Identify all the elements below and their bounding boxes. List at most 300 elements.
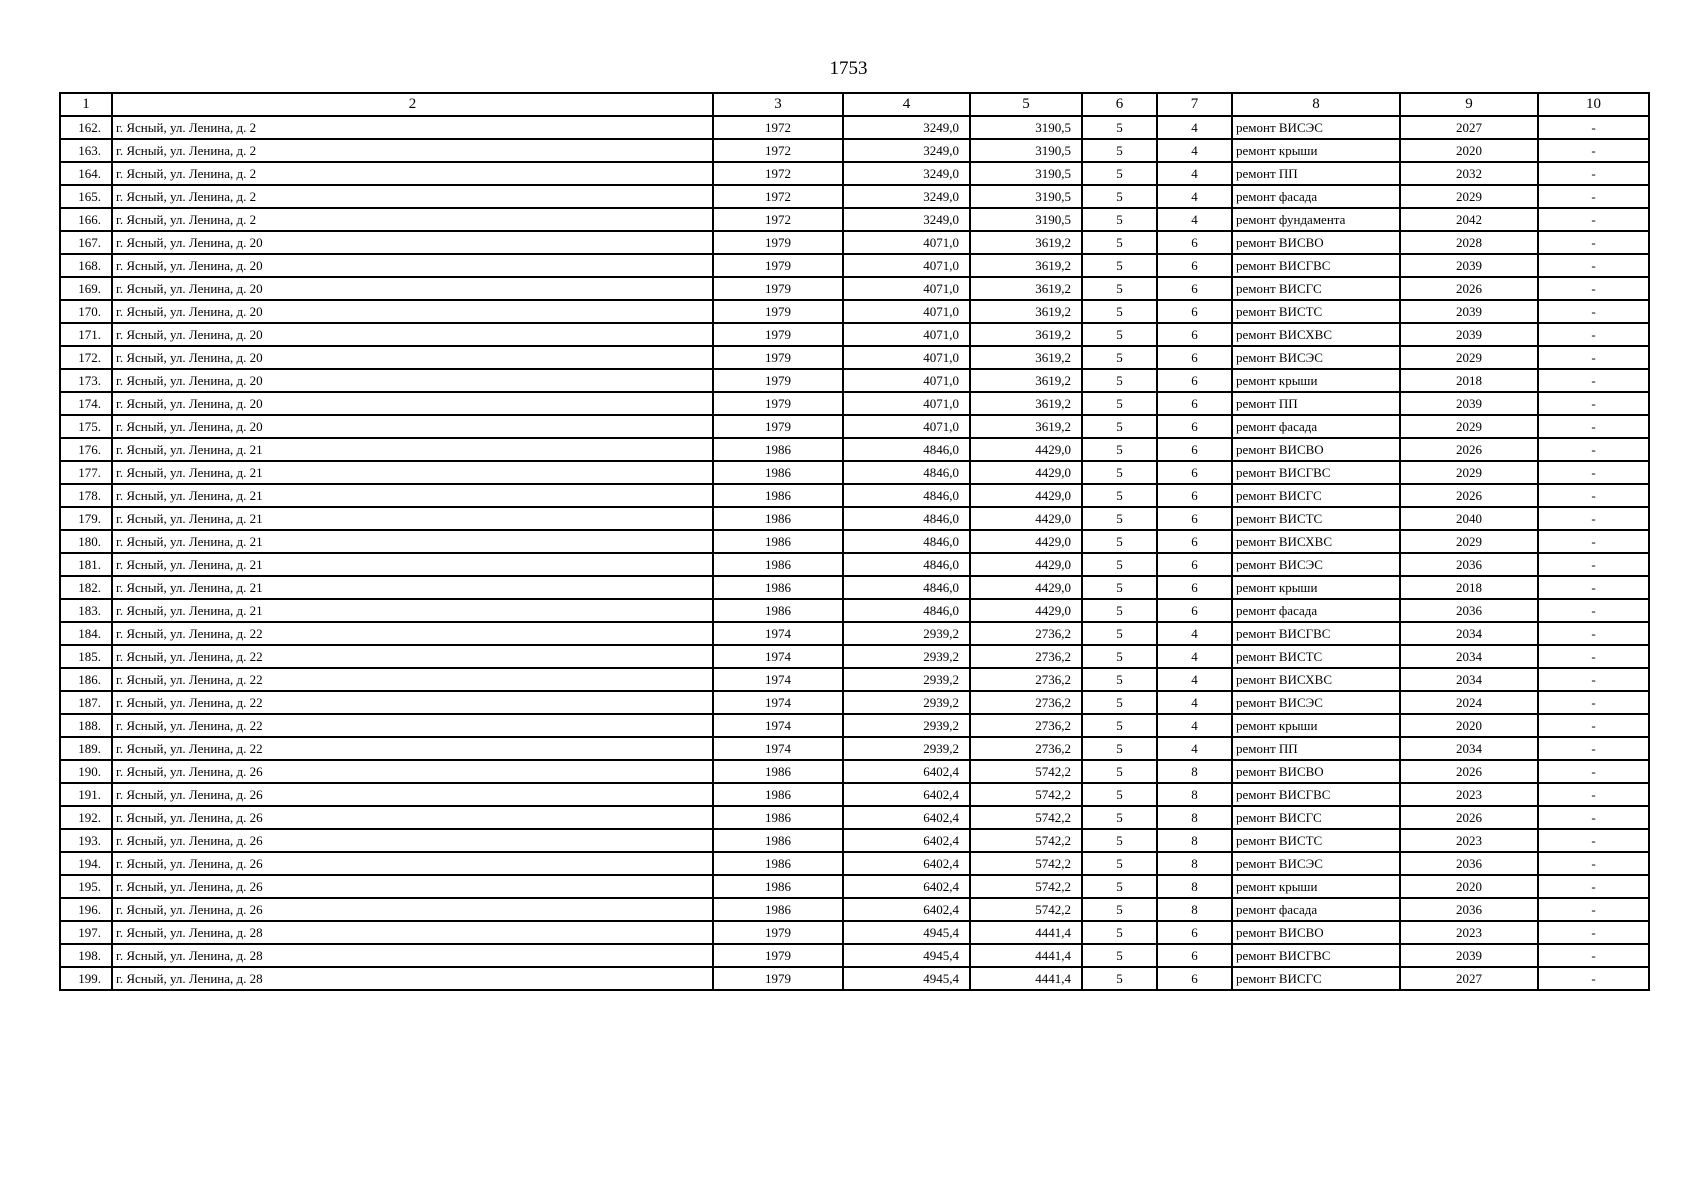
cell-row-number: 179.: [60, 507, 112, 530]
cell-row-number: 192.: [60, 806, 112, 829]
cell-row-number: 173.: [60, 369, 112, 392]
cell-floors: 5: [1082, 553, 1157, 576]
cell-planned-year: 2029: [1400, 346, 1538, 369]
cell-row-number: 163.: [60, 139, 112, 162]
cell-living-area: 4429,0: [970, 507, 1082, 530]
cell-work-type: ремонт ВИСГВС: [1232, 622, 1400, 645]
cell-note: -: [1538, 898, 1649, 921]
cell-planned-year: 2023: [1400, 783, 1538, 806]
cell-row-number: 169.: [60, 277, 112, 300]
cell-address: г. Ясный, ул. Ленина, д. 28: [112, 967, 713, 990]
cell-build-year: 1986: [713, 438, 843, 461]
cell-work-type: ремонт ВИСХВС: [1232, 323, 1400, 346]
cell-total-area: 4846,0: [843, 530, 970, 553]
table-row: [60, 369, 1649, 392]
cell-row-number: 174.: [60, 392, 112, 415]
cell-build-year: 1986: [713, 484, 843, 507]
cell-living-area: 3619,2: [970, 369, 1082, 392]
cell-living-area: 3619,2: [970, 415, 1082, 438]
cell-living-area: 3619,2: [970, 254, 1082, 277]
table-row: [60, 208, 1649, 231]
cell-note: -: [1538, 806, 1649, 829]
cell-build-year: 1986: [713, 783, 843, 806]
cell-total-area: 2939,2: [843, 645, 970, 668]
cell-floors: 5: [1082, 162, 1157, 185]
table-row: [60, 829, 1649, 852]
cell-build-year: 1979: [713, 944, 843, 967]
cell-total-area: 4071,0: [843, 254, 970, 277]
cell-total-area: 4846,0: [843, 553, 970, 576]
cell-address: г. Ясный, ул. Ленина, д. 21: [112, 599, 713, 622]
column-header-5: 5: [970, 93, 1082, 116]
cell-total-area: 6402,4: [843, 760, 970, 783]
cell-total-area: 2939,2: [843, 737, 970, 760]
cell-living-area: 2736,2: [970, 737, 1082, 760]
column-header-4: 4: [843, 93, 970, 116]
table-row: [60, 875, 1649, 898]
table-row: [60, 139, 1649, 162]
cell-work-type: ремонт ВИСТС: [1232, 300, 1400, 323]
cell-build-year: 1979: [713, 415, 843, 438]
table-row: [60, 392, 1649, 415]
cell-row-number: 199.: [60, 967, 112, 990]
cell-build-year: 1979: [713, 392, 843, 415]
cell-work-type: ремонт крыши: [1232, 576, 1400, 599]
cell-row-number: 185.: [60, 645, 112, 668]
cell-build-year: 1986: [713, 875, 843, 898]
cell-address: г. Ясный, ул. Ленина, д. 2: [112, 116, 713, 139]
table-row: [60, 898, 1649, 921]
cell-address: г. Ясный, ул. Ленина, д. 26: [112, 783, 713, 806]
cell-total-area: 4071,0: [843, 369, 970, 392]
cell-address: г. Ясный, ул. Ленина, д. 2: [112, 139, 713, 162]
cell-work-type: ремонт ВИСГС: [1232, 277, 1400, 300]
cell-floors: 5: [1082, 967, 1157, 990]
cell-entrances: 8: [1157, 783, 1232, 806]
cell-build-year: 1979: [713, 231, 843, 254]
cell-work-type: ремонт ВИСЭС: [1232, 116, 1400, 139]
cell-floors: 5: [1082, 392, 1157, 415]
cell-work-type: ремонт ВИСХВС: [1232, 530, 1400, 553]
cell-floors: 5: [1082, 691, 1157, 714]
cell-address: г. Ясный, ул. Ленина, д. 20: [112, 323, 713, 346]
column-header-8: 8: [1232, 93, 1400, 116]
cell-note: -: [1538, 231, 1649, 254]
cell-row-number: 172.: [60, 346, 112, 369]
cell-note: -: [1538, 438, 1649, 461]
cell-address: г. Ясный, ул. Ленина, д. 21: [112, 576, 713, 599]
cell-address: г. Ясный, ул. Ленина, д. 20: [112, 392, 713, 415]
cell-note: -: [1538, 599, 1649, 622]
cell-living-area: 4441,4: [970, 967, 1082, 990]
cell-row-number: 175.: [60, 415, 112, 438]
table-row: [60, 254, 1649, 277]
cell-planned-year: 2039: [1400, 392, 1538, 415]
cell-living-area: 4429,0: [970, 438, 1082, 461]
cell-build-year: 1979: [713, 921, 843, 944]
cell-planned-year: 2034: [1400, 737, 1538, 760]
cell-address: г. Ясный, ул. Ленина, д. 2: [112, 185, 713, 208]
cell-work-type: ремонт крыши: [1232, 714, 1400, 737]
cell-planned-year: 2040: [1400, 507, 1538, 530]
cell-work-type: ремонт ВИСГВС: [1232, 944, 1400, 967]
cell-living-area: 4429,0: [970, 599, 1082, 622]
cell-build-year: 1979: [713, 967, 843, 990]
table-row: [60, 185, 1649, 208]
table-row: [60, 438, 1649, 461]
cell-total-area: 3249,0: [843, 162, 970, 185]
cell-build-year: 1986: [713, 461, 843, 484]
cell-address: г. Ясный, ул. Ленина, д. 20: [112, 277, 713, 300]
cell-total-area: 3249,0: [843, 139, 970, 162]
cell-entrances: 6: [1157, 507, 1232, 530]
cell-work-type: ремонт ВИСГС: [1232, 484, 1400, 507]
cell-entrances: 6: [1157, 300, 1232, 323]
cell-address: г. Ясный, ул. Ленина, д. 22: [112, 737, 713, 760]
cell-planned-year: 2028: [1400, 231, 1538, 254]
table-row: [60, 714, 1649, 737]
cell-total-area: 4846,0: [843, 576, 970, 599]
cell-address: г. Ясный, ул. Ленина, д. 20: [112, 369, 713, 392]
cell-living-area: 5742,2: [970, 852, 1082, 875]
cell-total-area: 6402,4: [843, 875, 970, 898]
cell-entrances: 4: [1157, 139, 1232, 162]
cell-living-area: 5742,2: [970, 829, 1082, 852]
cell-address: г. Ясный, ул. Ленина, д. 22: [112, 622, 713, 645]
cell-note: -: [1538, 139, 1649, 162]
cell-living-area: 3619,2: [970, 323, 1082, 346]
cell-row-number: 181.: [60, 553, 112, 576]
cell-row-number: 180.: [60, 530, 112, 553]
cell-planned-year: 2036: [1400, 898, 1538, 921]
cell-build-year: 1974: [713, 714, 843, 737]
cell-living-area: 5742,2: [970, 898, 1082, 921]
cell-row-number: 189.: [60, 737, 112, 760]
cell-living-area: 4429,0: [970, 461, 1082, 484]
cell-total-area: 4071,0: [843, 231, 970, 254]
cell-living-area: 3190,5: [970, 116, 1082, 139]
cell-floors: 5: [1082, 461, 1157, 484]
cell-note: -: [1538, 967, 1649, 990]
cell-work-type: ремонт ПП: [1232, 737, 1400, 760]
cell-total-area: 4071,0: [843, 277, 970, 300]
cell-entrances: 4: [1157, 645, 1232, 668]
cell-work-type: ремонт крыши: [1232, 369, 1400, 392]
cell-entrances: 8: [1157, 875, 1232, 898]
cell-note: -: [1538, 645, 1649, 668]
cell-note: -: [1538, 576, 1649, 599]
cell-planned-year: 2026: [1400, 484, 1538, 507]
cell-planned-year: 2039: [1400, 323, 1538, 346]
cell-row-number: 165.: [60, 185, 112, 208]
cell-work-type: ремонт ВИСТС: [1232, 507, 1400, 530]
cell-build-year: 1986: [713, 760, 843, 783]
cell-total-area: 4846,0: [843, 438, 970, 461]
cell-floors: 5: [1082, 484, 1157, 507]
cell-entrances: 4: [1157, 737, 1232, 760]
cell-work-type: ремонт фундамента: [1232, 208, 1400, 231]
cell-planned-year: 2023: [1400, 829, 1538, 852]
cell-work-type: ремонт ВИСЭС: [1232, 346, 1400, 369]
cell-row-number: 183.: [60, 599, 112, 622]
cell-living-area: 3619,2: [970, 277, 1082, 300]
cell-total-area: 6402,4: [843, 898, 970, 921]
cell-row-number: 168.: [60, 254, 112, 277]
cell-row-number: 194.: [60, 852, 112, 875]
table-row: [60, 921, 1649, 944]
cell-floors: 5: [1082, 852, 1157, 875]
table-row: [60, 852, 1649, 875]
cell-note: -: [1538, 185, 1649, 208]
cell-build-year: 1972: [713, 116, 843, 139]
table-row: [60, 645, 1649, 668]
table-row: [60, 668, 1649, 691]
cell-address: г. Ясный, ул. Ленина, д. 21: [112, 461, 713, 484]
cell-total-area: 3249,0: [843, 208, 970, 231]
cell-floors: 5: [1082, 231, 1157, 254]
cell-planned-year: 2034: [1400, 645, 1538, 668]
cell-note: -: [1538, 829, 1649, 852]
cell-planned-year: 2036: [1400, 553, 1538, 576]
table-row: [60, 461, 1649, 484]
cell-planned-year: 2020: [1400, 139, 1538, 162]
cell-work-type: ремонт ВИСВО: [1232, 921, 1400, 944]
cell-floors: 5: [1082, 185, 1157, 208]
cell-floors: 5: [1082, 921, 1157, 944]
cell-entrances: 6: [1157, 392, 1232, 415]
cell-work-type: ремонт ВИСВО: [1232, 231, 1400, 254]
cell-build-year: 1979: [713, 300, 843, 323]
cell-note: -: [1538, 162, 1649, 185]
cell-row-number: 195.: [60, 875, 112, 898]
cell-planned-year: 2024: [1400, 691, 1538, 714]
cell-row-number: 178.: [60, 484, 112, 507]
cell-floors: 5: [1082, 208, 1157, 231]
cell-work-type: ремонт ВИСГВС: [1232, 783, 1400, 806]
cell-planned-year: 2020: [1400, 875, 1538, 898]
cell-note: -: [1538, 415, 1649, 438]
cell-build-year: 1974: [713, 691, 843, 714]
cell-row-number: 177.: [60, 461, 112, 484]
table-row: [60, 507, 1649, 530]
cell-planned-year: 2018: [1400, 369, 1538, 392]
cell-address: г. Ясный, ул. Ленина, д. 26: [112, 829, 713, 852]
cell-work-type: ремонт фасада: [1232, 599, 1400, 622]
cell-note: -: [1538, 691, 1649, 714]
cell-build-year: 1986: [713, 898, 843, 921]
cell-build-year: 1974: [713, 645, 843, 668]
cell-row-number: 166.: [60, 208, 112, 231]
table-row: [60, 116, 1649, 139]
cell-address: г. Ясный, ул. Ленина, д. 21: [112, 530, 713, 553]
cell-note: -: [1538, 461, 1649, 484]
cell-total-area: 4071,0: [843, 392, 970, 415]
cell-entrances: 6: [1157, 438, 1232, 461]
cell-total-area: 6402,4: [843, 852, 970, 875]
cell-floors: 5: [1082, 944, 1157, 967]
cell-total-area: 2939,2: [843, 714, 970, 737]
cell-row-number: 190.: [60, 760, 112, 783]
cell-living-area: 3190,5: [970, 185, 1082, 208]
column-header-1: 1: [60, 93, 112, 116]
cell-entrances: 6: [1157, 484, 1232, 507]
cell-note: -: [1538, 392, 1649, 415]
cell-entrances: 6: [1157, 346, 1232, 369]
cell-planned-year: 2026: [1400, 277, 1538, 300]
cell-total-area: 4846,0: [843, 484, 970, 507]
repair-schedule-table: [59, 92, 1650, 991]
table-row: [60, 944, 1649, 967]
cell-entrances: 8: [1157, 852, 1232, 875]
cell-work-type: ремонт ВИСЭС: [1232, 852, 1400, 875]
cell-row-number: 170.: [60, 300, 112, 323]
column-header-2: 2: [112, 93, 713, 116]
cell-floors: 5: [1082, 622, 1157, 645]
cell-work-type: ремонт ВИСГВС: [1232, 461, 1400, 484]
cell-row-number: 176.: [60, 438, 112, 461]
cell-total-area: 6402,4: [843, 829, 970, 852]
cell-note: -: [1538, 921, 1649, 944]
cell-note: -: [1538, 783, 1649, 806]
cell-entrances: 6: [1157, 415, 1232, 438]
header-row: [60, 93, 1649, 116]
cell-living-area: 5742,2: [970, 760, 1082, 783]
cell-note: -: [1538, 484, 1649, 507]
cell-entrances: 6: [1157, 323, 1232, 346]
cell-address: г. Ясный, ул. Ленина, д. 20: [112, 254, 713, 277]
cell-address: г. Ясный, ул. Ленина, д. 28: [112, 944, 713, 967]
cell-planned-year: 2026: [1400, 806, 1538, 829]
page-number: 1753: [829, 58, 868, 79]
cell-work-type: ремонт ВИСТС: [1232, 645, 1400, 668]
cell-note: -: [1538, 668, 1649, 691]
cell-planned-year: 2029: [1400, 185, 1538, 208]
cell-row-number: 197.: [60, 921, 112, 944]
cell-total-area: 2939,2: [843, 622, 970, 645]
table-row: [60, 760, 1649, 783]
cell-work-type: ремонт ВИСТС: [1232, 829, 1400, 852]
table-row: [60, 346, 1649, 369]
cell-build-year: 1972: [713, 208, 843, 231]
cell-floors: 5: [1082, 415, 1157, 438]
cell-entrances: 6: [1157, 921, 1232, 944]
column-header-9: 9: [1400, 93, 1538, 116]
cell-floors: 5: [1082, 760, 1157, 783]
table-row: [60, 484, 1649, 507]
cell-living-area: 3190,5: [970, 208, 1082, 231]
cell-floors: 5: [1082, 277, 1157, 300]
cell-note: -: [1538, 530, 1649, 553]
cell-entrances: 4: [1157, 208, 1232, 231]
cell-planned-year: 2042: [1400, 208, 1538, 231]
cell-planned-year: 2034: [1400, 668, 1538, 691]
cell-floors: 5: [1082, 829, 1157, 852]
table-row: [60, 599, 1649, 622]
cell-address: г. Ясный, ул. Ленина, д. 22: [112, 668, 713, 691]
cell-work-type: ремонт ВИСВО: [1232, 760, 1400, 783]
cell-note: -: [1538, 369, 1649, 392]
cell-living-area: 3190,5: [970, 139, 1082, 162]
cell-entrances: 6: [1157, 254, 1232, 277]
cell-planned-year: 2039: [1400, 944, 1538, 967]
cell-row-number: 171.: [60, 323, 112, 346]
cell-address: г. Ясный, ул. Ленина, д. 22: [112, 691, 713, 714]
cell-row-number: 187.: [60, 691, 112, 714]
cell-row-number: 191.: [60, 783, 112, 806]
cell-total-area: 3249,0: [843, 116, 970, 139]
cell-address: г. Ясный, ул. Ленина, д. 21: [112, 438, 713, 461]
cell-entrances: 6: [1157, 277, 1232, 300]
cell-work-type: ремонт фасада: [1232, 898, 1400, 921]
cell-floors: 5: [1082, 714, 1157, 737]
cell-build-year: 1986: [713, 530, 843, 553]
cell-build-year: 1979: [713, 277, 843, 300]
cell-floors: 5: [1082, 806, 1157, 829]
cell-note: -: [1538, 254, 1649, 277]
cell-build-year: 1986: [713, 829, 843, 852]
cell-living-area: 2736,2: [970, 645, 1082, 668]
cell-entrances: 6: [1157, 967, 1232, 990]
column-header-3: 3: [713, 93, 843, 116]
cell-build-year: 1986: [713, 553, 843, 576]
cell-row-number: 164.: [60, 162, 112, 185]
cell-work-type: ремонт ВИСГВС: [1232, 254, 1400, 277]
cell-address: г. Ясный, ул. Ленина, д. 21: [112, 507, 713, 530]
cell-entrances: 4: [1157, 668, 1232, 691]
cell-living-area: 2736,2: [970, 714, 1082, 737]
cell-address: г. Ясный, ул. Ленина, д. 20: [112, 231, 713, 254]
cell-note: -: [1538, 507, 1649, 530]
table-row: [60, 806, 1649, 829]
cell-build-year: 1986: [713, 806, 843, 829]
cell-note: -: [1538, 323, 1649, 346]
cell-planned-year: 2029: [1400, 461, 1538, 484]
cell-floors: 5: [1082, 530, 1157, 553]
cell-build-year: 1974: [713, 622, 843, 645]
cell-address: г. Ясный, ул. Ленина, д. 20: [112, 415, 713, 438]
cell-row-number: 188.: [60, 714, 112, 737]
cell-row-number: 198.: [60, 944, 112, 967]
cell-floors: 5: [1082, 576, 1157, 599]
cell-build-year: 1979: [713, 323, 843, 346]
cell-total-area: 4945,4: [843, 944, 970, 967]
cell-planned-year: 2036: [1400, 599, 1538, 622]
cell-work-type: ремонт крыши: [1232, 875, 1400, 898]
cell-work-type: ремонт ВИСГС: [1232, 806, 1400, 829]
cell-planned-year: 2039: [1400, 254, 1538, 277]
cell-note: -: [1538, 346, 1649, 369]
cell-floors: 5: [1082, 599, 1157, 622]
cell-living-area: 3619,2: [970, 346, 1082, 369]
cell-total-area: 4945,4: [843, 921, 970, 944]
cell-living-area: 2736,2: [970, 668, 1082, 691]
cell-planned-year: 2029: [1400, 415, 1538, 438]
cell-planned-year: 2039: [1400, 300, 1538, 323]
cell-build-year: 1979: [713, 254, 843, 277]
cell-row-number: 193.: [60, 829, 112, 852]
cell-floors: 5: [1082, 875, 1157, 898]
cell-total-area: 4846,0: [843, 599, 970, 622]
cell-floors: 5: [1082, 139, 1157, 162]
cell-address: г. Ясный, ул. Ленина, д. 26: [112, 806, 713, 829]
cell-address: г. Ясный, ул. Ленина, д. 26: [112, 898, 713, 921]
cell-address: г. Ясный, ул. Ленина, д. 2: [112, 162, 713, 185]
cell-floors: 5: [1082, 346, 1157, 369]
cell-planned-year: 2034: [1400, 622, 1538, 645]
cell-floors: 5: [1082, 300, 1157, 323]
cell-living-area: 4429,0: [970, 530, 1082, 553]
cell-living-area: 2736,2: [970, 691, 1082, 714]
